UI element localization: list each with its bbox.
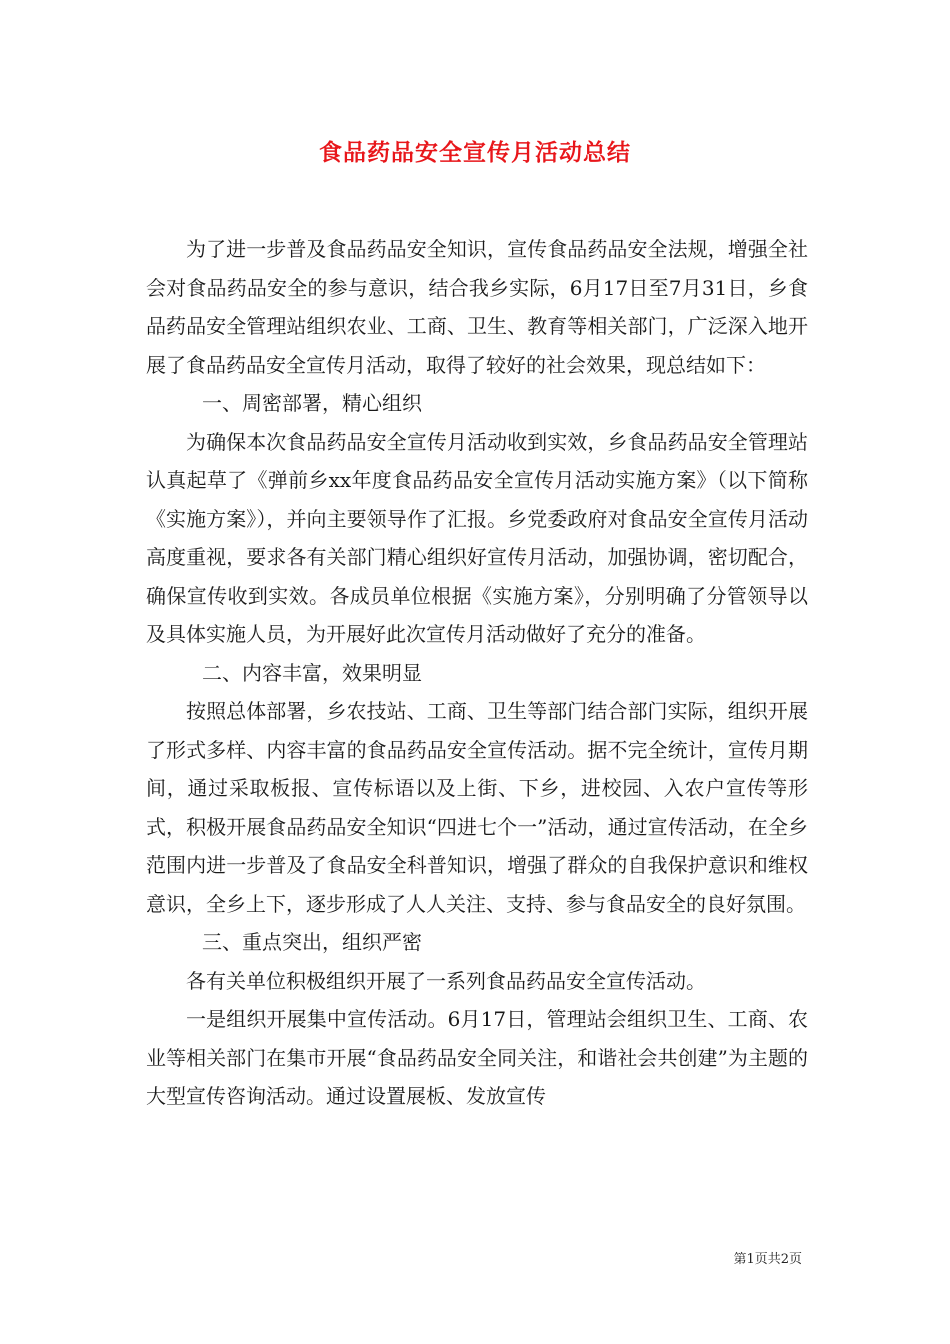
section-3-paragraph: 各有关单位积极组织开展了一系列食品药品安全宣传活动。	[186, 968, 706, 993]
section-2-paragraph: 按照总体部署，乡农技站、工商、卫生等部门结合部门实际，组织开展了形式多样、内容丰富的食品药品安全宣传活动。据不完全统计，宣传月期间，通过采取板报、宣传标语以及上街、下乡，进校园、入农户宣传等形式，积极开展食品药品安全知识“四进七个一”活动，通过宣传活动，在全乡范围内进一步普及了食品安全科普知识，增强了群众的自我保护意识和维权意识，全乡上下，逐步形成了人人关注、支持、参与食品安全的良好氛围。	[146, 699, 808, 916]
section-heading-2: 二、内容丰富，效果明显	[202, 660, 422, 685]
section-heading-3: 三、重点突出，组织严密	[202, 930, 422, 954]
section-3-item-1-paragraph: 一是组织开展集中宣传活动。6月17日，管理站会组织卫生、工商、农业等相关部门在集市开展“食品药品安全同关注，和谐社会共创建”为主题的大型宣传咨询活动。通过设置展板、发放宣传	[146, 1007, 808, 1108]
document-title: 食品药品安全宣传月活动总结	[319, 139, 631, 166]
page-number-footer: 第1页共2页	[733, 1252, 802, 1267]
document-body	[146, 230, 808, 1116]
section-1-paragraph: 为确保本次食品药品安全宣传月活动收到实效，乡食品药品安全管理站认真起草了《弹前乡xx年度食品药品安全宣传月活动实施方案》（以下简称《实施方案》），并向主要领导作了汇报。乡党委政府对食品安全宣传月活动高度重视，要求各有关部门精心组织好宣传月活动，加强协调，密切配合，确保宣传收到实效。各成员单位根据《实施方案》，分别明确了分管领导以及具体实施人员，为开展好此次宣传月活动做好了充分的准备。	[146, 429, 808, 646]
intro-paragraph: 为了进一步普及食品药品安全知识，宣传食品药品安全法规，增强全社会对食品药品安全的参与意识，结合我乡实际，6月17日至7月31日，乡食品药品安全管理站组织农业、工商、卫生、教育等相关部门，广泛深入地开展了食品药品安全宣传月活动，取得了较好的社会效果，现总结如下：	[146, 237, 808, 377]
section-heading-1: 一、周密部署，精心组织	[202, 391, 422, 415]
